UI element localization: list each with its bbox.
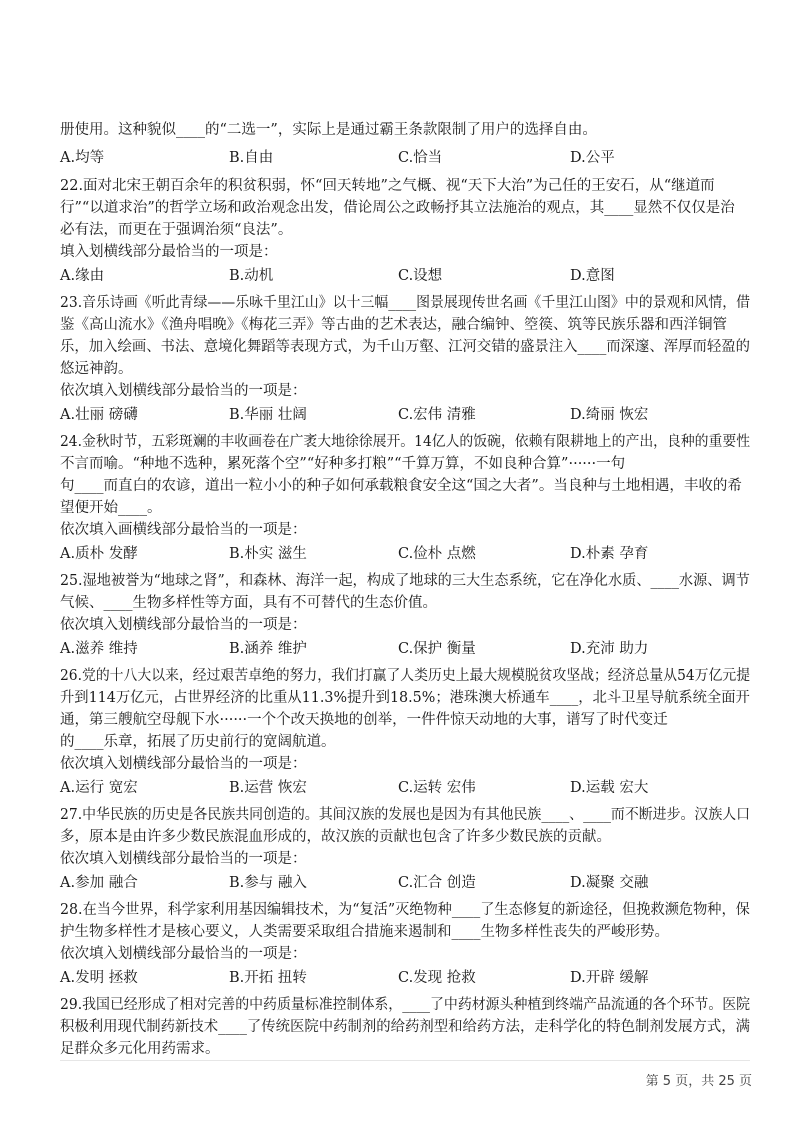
text-line: 行”“以道求治”的哲学立场和政治观念出发，借论周公之政畅抒其立法施治的观点，其____显然不仅仅是治 — [60, 200, 735, 216]
question-prompt: 填入划横线部分最恰当的一项是： — [60, 244, 278, 260]
question-prompt: 依次填入划横线部分最恰当的一项是： — [60, 617, 307, 633]
options-row-q23 — [60, 405, 750, 425]
option-a[interactable]: A.缘由 — [60, 268, 105, 284]
text-line: 鉴《高山流水》《渔舟唱晚》《梅花三弄》等古曲的艺术表达，融合编钟、箜篌、筑等民族乐器和西洋铜管 — [60, 317, 727, 333]
question-28-line: 28.在当今世界，科学家利用基因编辑技术，为“复活”灭绝物种____了生态修复的新途径，但挽救濒危物种，保 — [60, 902, 750, 918]
text-line: 句____而直白的农谚，道出一粒小小的种子如何承载粮食安全这“国之大者”。当良种与土地相遇，丰收的希 — [60, 478, 742, 494]
option-c[interactable]: C.恰当 — [398, 150, 443, 166]
option-d[interactable]: D.充沛 助力 — [570, 641, 649, 657]
text-line: 升到114万亿元，占世界经济的比重从11.3%提升到18.5%；港珠澳大桥通车____，北斗卫星导航系统全面开 — [60, 690, 750, 706]
options-row-q28 — [60, 968, 750, 988]
text-line: 乐，加入绘画、书法、意境化舞蹈等表现方式，为千山万壑、江河交错的盛景注入____而深邃、浑厚而轻盈的 — [60, 339, 751, 355]
option-c[interactable]: C.俭朴 点燃 — [398, 546, 476, 562]
text-line: 足群众多元化用药需求。 — [60, 1041, 220, 1057]
text-line: 悠远神韵。 — [60, 361, 133, 377]
text-line: 护生物多样性才是核心要义，人类需要采取组合措施来遏制和____生物多样性丧失的严峻形势。 — [60, 924, 669, 940]
option-c[interactable]: C.汇合 创造 — [398, 875, 476, 891]
option-b[interactable]: B.开拓 扭转 — [229, 970, 307, 986]
option-d[interactable]: D.凝聚 交融 — [570, 875, 649, 891]
option-b[interactable]: B.华丽 壮阔 — [229, 407, 307, 423]
option-a[interactable]: A.滋养 维持 — [60, 641, 138, 657]
option-a[interactable]: A.壮丽 磅礴 — [60, 407, 138, 423]
page-number: 第 5 页，共 25 页 — [645, 1074, 752, 1089]
option-b[interactable]: B.动机 — [229, 268, 274, 284]
option-d[interactable]: D.开辟 缓解 — [570, 970, 649, 986]
options-row-q27 — [60, 873, 750, 893]
text-line: 必有法，而更在于强调治须“良法”。 — [60, 222, 293, 238]
option-b[interactable]: B.涵养 维护 — [229, 641, 307, 657]
option-b[interactable]: B.自由 — [229, 150, 274, 166]
option-c[interactable]: C.运转 宏伟 — [398, 780, 476, 796]
option-a[interactable]: A.运行 宽宏 — [60, 780, 138, 796]
question-prompt: 依次填入划横线部分最恰当的一项是： — [60, 756, 307, 772]
text-line: 望便开始____。 — [60, 500, 162, 516]
options-row-q22 — [60, 266, 750, 286]
question-22-line: 22.面对北宋王朝百余年的积贫积弱，怀“回天转地”之气概、视“天下大治”为己任的王安石，从“继道而 — [60, 178, 715, 194]
option-d[interactable]: D.朴素 孕育 — [570, 546, 649, 562]
footer-divider — [60, 1060, 750, 1061]
options-row-q25 — [60, 639, 750, 659]
text-line: 不言而喻。“种地不选种，累死落个空”“好种多打粮”“千算万算，不如良种合算”······一句 — [60, 456, 626, 472]
text-line: 册使用。这种貌似____的“二选一”，实际上是通过霸王条款限制了用户的选择自由。 — [60, 122, 597, 138]
question-27-line: 27.中华民族的历史是各民族共同创造的。其间汉族的发展也是因为有其他民族____、____而不断进步。汉族人口 — [60, 807, 751, 823]
option-c[interactable]: C.发现 抢救 — [398, 970, 476, 986]
option-a[interactable]: A.质朴 发酵 — [60, 546, 138, 562]
question-prompt: 依次填入划横线部分最恰当的一项是： — [60, 383, 307, 399]
question-24-line: 24.金秋时节，五彩斑斓的丰收画卷在广袤大地徐徐展开。14亿人的饭碗，依赖有限耕地上的产出，良种的重要性 — [60, 434, 751, 450]
option-c[interactable]: C.保护 衡量 — [398, 641, 476, 657]
option-a[interactable]: A.发明 拯救 — [60, 970, 138, 986]
question-26-line: 26.党的十八大以来，经过艰苦卓绝的努力，我们打赢了人类历史上最大规模脱贫攻坚战；经济总量从54万亿元提 — [60, 668, 751, 684]
question-29-line: 29.我国已经形成了相对完善的中药质量标准控制体系，____了中药材源头种植到终端产品流通的各个环节。医院 — [60, 997, 751, 1013]
text-line: 通，第三艘航空母舰下水······一个个改天换地的创举，一件件惊天动地的大事，谱写了时代变迁 — [60, 712, 668, 728]
option-a[interactable]: A.均等 — [60, 150, 105, 166]
option-c[interactable]: C.设想 — [398, 268, 443, 284]
option-a[interactable]: A.参加 融合 — [60, 875, 138, 891]
option-c[interactable]: C.宏伟 清雅 — [398, 407, 476, 423]
option-d[interactable]: D.绮丽 恢宏 — [570, 407, 649, 423]
question-23-line: 23.音乐诗画《听此青绿——乐咏千里江山》以十三幅____图景展现传世名画《千里江山图》中的景观和风情，借 — [60, 295, 751, 311]
option-b[interactable]: B.参与 融入 — [229, 875, 307, 891]
options-row-q26 — [60, 778, 750, 798]
text-line: 气候、____生物多样性等方面，具有不可替代的生态价值。 — [60, 595, 437, 611]
option-b[interactable]: B.运营 恢宏 — [229, 780, 307, 796]
options-row-q21 — [60, 148, 750, 168]
question-prompt: 依次填入划横线部分最恰当的一项是： — [60, 851, 307, 867]
question-prompt: 依次填入画横线部分最恰当的一项是： — [60, 522, 307, 538]
text-line: 积极利用现代制药新技术____了传统医院中药制剂的给药剂型和给药方法，走科学化的特色制剂发展方式，满 — [60, 1019, 751, 1035]
text-line: 的____乐章，拓展了历史前行的宽阔航道。 — [60, 734, 336, 750]
option-b[interactable]: B.朴实 滋生 — [229, 546, 307, 562]
option-d[interactable]: D.意图 — [570, 268, 615, 284]
question-25-line: 25.湿地被誉为“地球之肾”，和森林、海洋一起，构成了地球的三大生态系统，它在净化水质、____水源、调节 — [60, 573, 750, 589]
option-d[interactable]: D.公平 — [570, 150, 615, 166]
options-row-q24 — [60, 544, 750, 564]
text-line: 多，原本是由许多少数民族混血形成的，故汉族的贡献也包含了许多少数民族的贡献。 — [60, 829, 611, 845]
option-d[interactable]: D.运载 宏大 — [570, 780, 649, 796]
question-prompt: 依次填入划横线部分最恰当的一项是： — [60, 946, 307, 962]
